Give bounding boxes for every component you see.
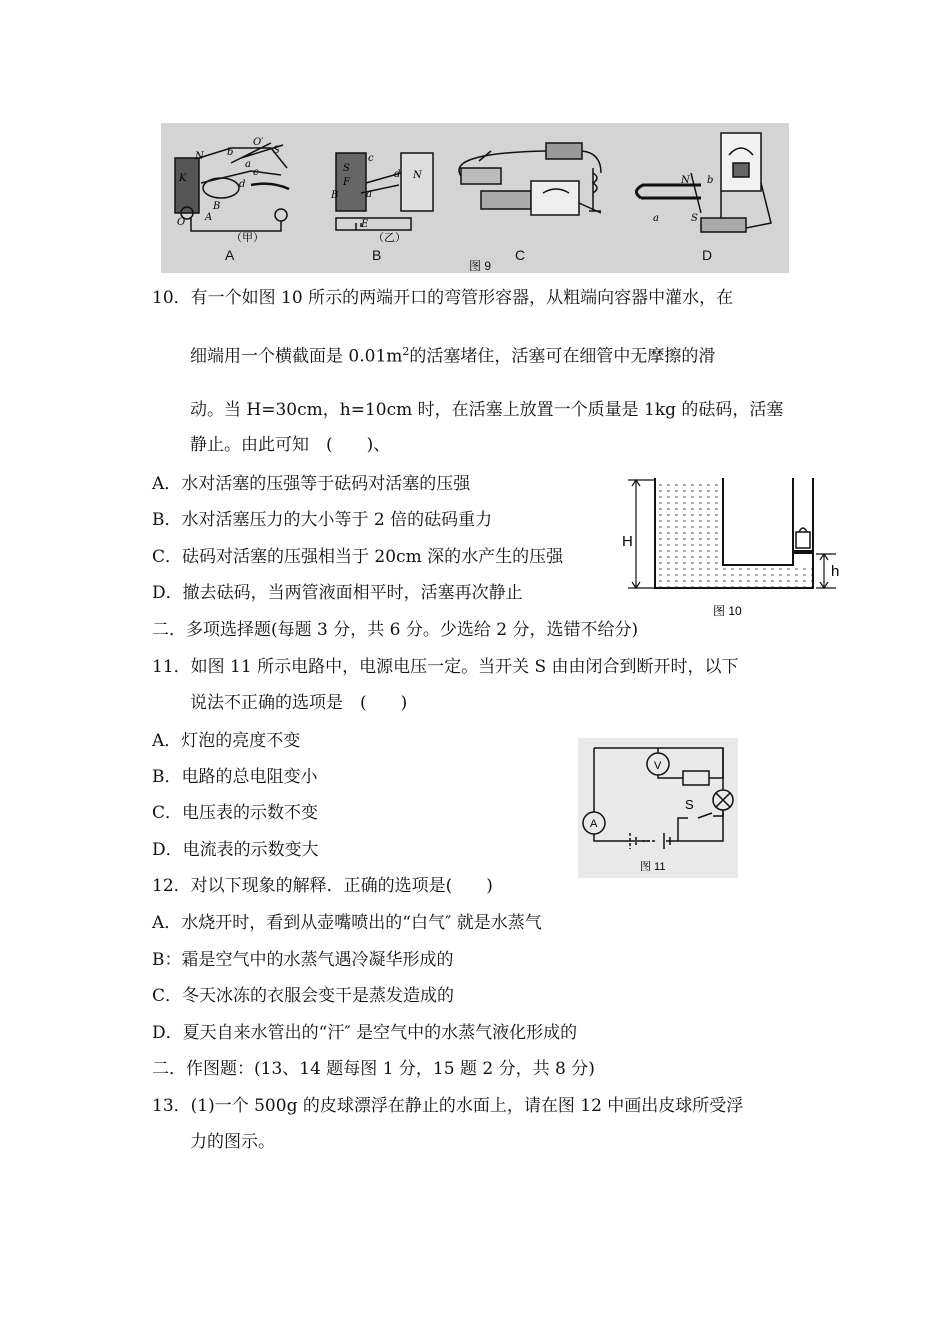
q11-option-c: C．电压表的示数不变: [152, 803, 319, 823]
svg-text:S: S: [273, 145, 280, 156]
q11-line-2: 说法不正确的选项是 ( ): [190, 693, 408, 713]
wide-tube-water: [655, 482, 723, 588]
panel-label-b: B: [372, 247, 382, 263]
svg-text:c: c: [368, 153, 374, 164]
label-S: S: [685, 797, 694, 812]
section-3-heading: 二．作图题：(13、14 题每图 1 分，15 题 2 分，共 8 分): [152, 1059, 595, 1079]
figure-9-caption: 图 9: [469, 259, 492, 273]
q10-option-c: C．砝码对活塞的压强相当于 20cm 深的水产生的压强: [152, 547, 564, 567]
motor-apparatus: [336, 153, 433, 230]
svg-text:b: b: [227, 147, 234, 158]
sub-label-b: （乙）: [373, 231, 406, 244]
svg-text:b: b: [707, 175, 714, 186]
svg-text:d: d: [394, 169, 401, 180]
q10-line-3: 动。当 H=30cm，h=10cm 时，在活塞上放置一个质量是 1kg 的砝码，活塞: [190, 400, 784, 420]
q10-option-b: B．水对活塞压力的大小等于 2 倍的砝码重力: [152, 510, 493, 530]
bottom-water: [723, 565, 813, 588]
q12-option-a: A．水烧开时，看到从壶嘴喷出的“白气″ 就是水蒸气: [152, 913, 542, 933]
svg-text:K: K: [179, 173, 187, 184]
panel-label-a: A: [225, 247, 235, 263]
q12-option-d: D．夏天自来水管出的“汗″ 是空气中的水蒸气液化形成的: [152, 1023, 578, 1043]
weight-icon: [796, 532, 810, 548]
q10-line-2-post: 的活塞堵住，活塞可在细管中无摩擦的滑: [409, 346, 716, 367]
q11-line-1: 11．如图 11 所示电路中，电源电压一定。当开关 S 由由闭合到断开时，以下: [152, 657, 739, 677]
panel-label-d: D: [702, 247, 713, 263]
svg-text:S: S: [691, 213, 698, 224]
q13-line-1: 13．(1)一个 500g 的皮球漂浮在静止的水面上，请在图 12 中画出皮球所受浮: [152, 1096, 744, 1116]
figure-10-caption: 图 10: [713, 604, 742, 618]
svg-text:a: a: [245, 159, 251, 170]
q10-line-2: [190, 341, 715, 368]
label-h: h: [831, 563, 840, 580]
q11-option-b: B．电路的总电阻变小: [152, 767, 318, 787]
section-2-heading: 二．多项选择题(每题 3 分，共 6 分。少选给 2 分，选错不给分): [152, 620, 639, 640]
svg-text:O′: O′: [253, 137, 264, 148]
svg-text:O: O: [177, 217, 186, 228]
q10-option-d: D．撤去砝码，当两管液面相平时，活塞再次静止: [152, 583, 523, 603]
svg-text:c: c: [253, 167, 259, 178]
svg-text:N: N: [681, 175, 690, 186]
sub-label-a: （甲）: [231, 231, 264, 244]
q12-option-c: C．冬天冰冻的衣服会变干是蒸发造成的: [152, 986, 455, 1006]
label-A: A: [590, 818, 598, 830]
figure-9: [161, 123, 789, 273]
svg-text:S: S: [343, 163, 350, 174]
figure-10: [618, 470, 844, 620]
svg-text:N: N: [195, 151, 204, 162]
figure-11: [578, 738, 738, 878]
figure-11-drawing: [578, 738, 738, 878]
q10-line-2-sup: 2: [402, 345, 410, 358]
circuit-c-apparatus: [459, 143, 601, 215]
q11-option-d: D．电流表的示数变大: [152, 840, 319, 860]
q11-option-a: A．灯泡的亮度不变: [152, 731, 301, 751]
figure-10-drawing: [618, 470, 844, 620]
q13-line-2: 力的图示。: [190, 1132, 275, 1152]
svg-text:B: B: [213, 201, 221, 212]
svg-text:N: N: [413, 170, 422, 181]
svg-text:A: A: [205, 212, 213, 223]
q12-line-1: 12．对以下现象的解释．正确的选项是( ): [152, 876, 493, 896]
panel-label-c: C: [515, 247, 526, 263]
svg-text:a: a: [653, 213, 659, 224]
q10-option-a: A．水对活塞的压强等于砝码对活塞的压强: [152, 474, 471, 494]
svg-text:F: F: [343, 177, 350, 188]
q10-line-4: 静止。由此可知 ( )、: [190, 435, 391, 455]
svg-text:a: a: [366, 189, 372, 200]
figure-9-drawing: [161, 123, 789, 273]
q12-option-b: B：霜是空气中的水蒸气遇冷凝华形成的: [152, 950, 454, 970]
svg-text:d: d: [239, 179, 246, 190]
svg-text:B: B: [331, 190, 339, 201]
piston: [793, 550, 813, 554]
label-H: H: [622, 533, 633, 550]
resistor-icon: [683, 771, 709, 785]
q10-line-1: 10．有一个如图 10 所示的两端开口的弯管形容器，从粗端向容器中灌水，在: [152, 288, 734, 308]
svg-text:E: E: [361, 219, 369, 230]
q10-line-2-pre: 细端用一个横截面是 0.01m: [190, 346, 403, 367]
label-V: V: [654, 760, 662, 772]
figure-11-caption: 图 11: [640, 861, 666, 873]
